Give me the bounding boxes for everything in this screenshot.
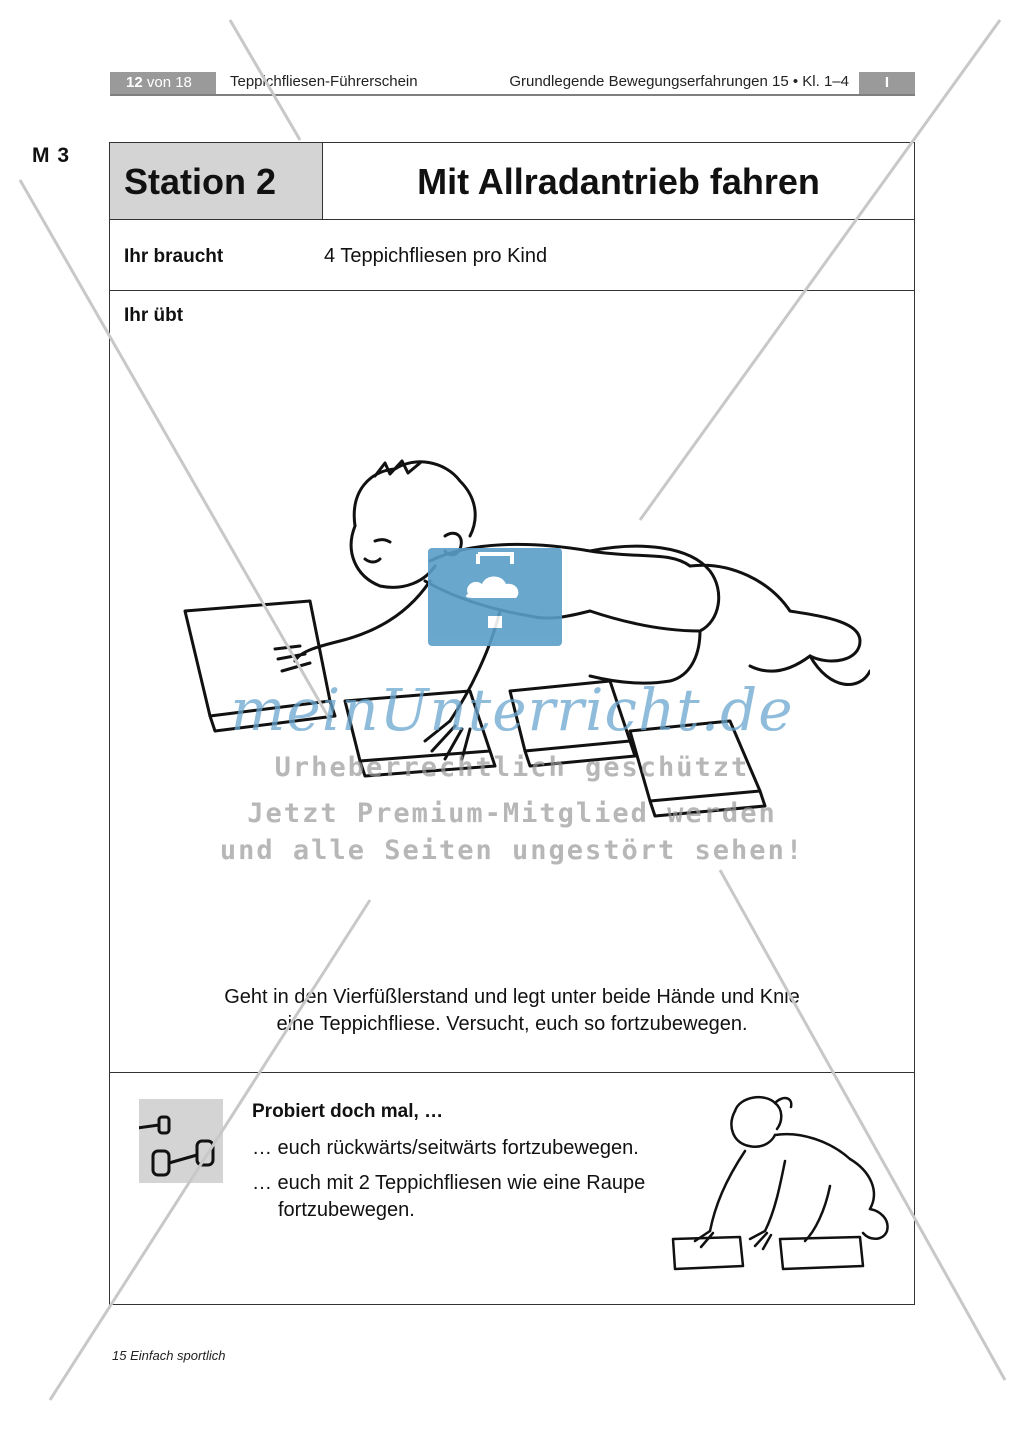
tips-heading: Probiert doch mal, … (252, 1101, 444, 1122)
tip-item-1: … euch rückwärts/seitwärts fortzubewegen. (252, 1137, 639, 1159)
tips-section (110, 1073, 914, 1306)
header-topic: Grundlegende Bewegungserfahrungen 15 • Kl. 1–4 (509, 73, 849, 90)
page-counter (110, 72, 216, 94)
watermark-brand: meinUnterricht.de (230, 676, 794, 744)
tip-item-2-line-1: … euch mit 2 Teppichfliesen wie eine Raupe (252, 1172, 646, 1194)
tip-item-2 (252, 1170, 645, 1224)
title-row (110, 143, 914, 220)
instruction-line-1: Geht in den Vierfüßlerstand und legt unter beide Hände und Knie (224, 986, 800, 1008)
material-id: M 3 (32, 144, 71, 167)
girl-crawling-illustration (665, 1091, 905, 1281)
page-header (110, 72, 915, 96)
practice-label: Ihr übt (124, 305, 184, 326)
watermark-line-2: Jetzt Premium-Mitglied werden (247, 798, 777, 829)
page-of: von 18 (146, 74, 192, 91)
watermark-line-3: und alle Seiten ungestört sehen! (219, 835, 805, 866)
page-footer: 15 Einfach sportlich (112, 1348, 226, 1363)
dumbbell-icon (139, 1099, 223, 1183)
needs-value: 4 Teppichfliesen pro Kind (324, 245, 548, 267)
page-current: 12 (126, 74, 143, 91)
header-title: Teppichfliesen-Führerschein (230, 73, 418, 90)
instruction-line-2: eine Teppichfliese. Versucht, euch so fortzubewegen. (276, 1013, 748, 1035)
needs-row (110, 220, 914, 291)
station-title: Mit Allradantrieb fahren (417, 161, 820, 202)
header-level: I (859, 72, 915, 94)
practice-instruction (110, 984, 914, 1038)
station-label: Station 2 (110, 143, 323, 219)
needs-label: Ihr braucht (124, 246, 224, 267)
header-rule (110, 94, 915, 96)
watermark-line-1: Urheberrechtlich geschützt (274, 752, 750, 783)
tip-item-2-line-2: fortzubewegen. (278, 1199, 415, 1221)
briefcase-cloud-icon (428, 548, 562, 646)
